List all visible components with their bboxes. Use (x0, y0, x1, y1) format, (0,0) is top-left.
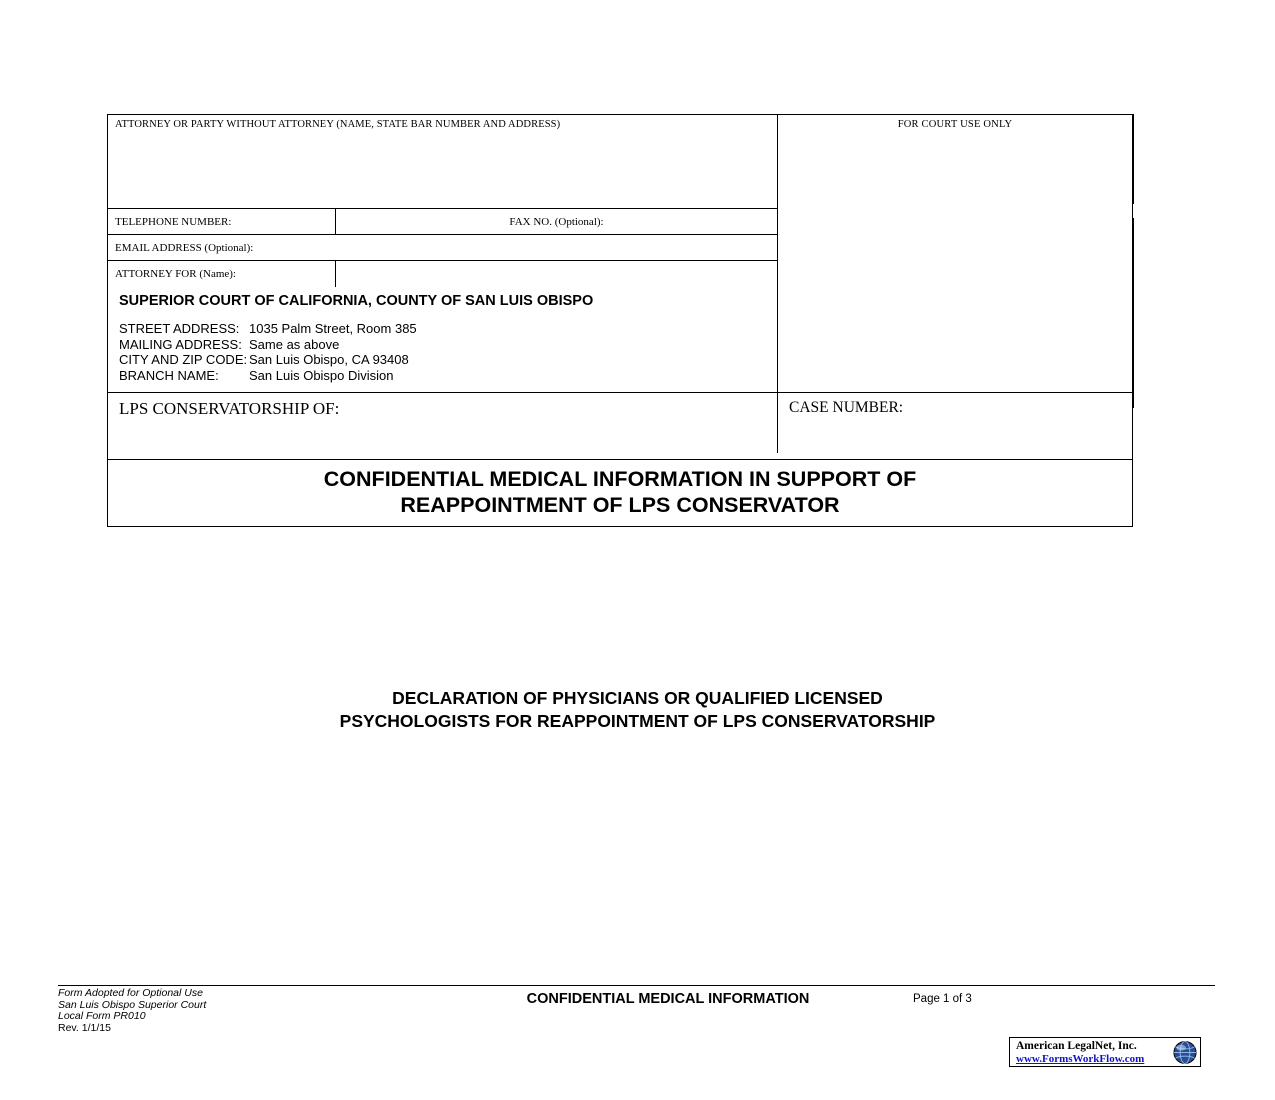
form-title-line-2: REAPPOINTMENT OF LPS CONSERVATOR (400, 493, 840, 517)
court-name: SUPERIOR COURT OF CALIFORNIA, COUNTY OF SAN LUIS OBISPO (119, 293, 594, 309)
declaration-heading-line-1: DECLARATION OF PHYSICIANS OR QUALIFIED LICENSED (392, 688, 883, 708)
page-edge-mark (1133, 114, 1134, 204)
globe-icon (1172, 1040, 1198, 1065)
footer-adopted-line: Form Adopted for Optional Use (58, 987, 203, 999)
fax-field[interactable] (336, 209, 777, 235)
case-number-label: CASE NUMBER: (789, 399, 904, 416)
stamp-company: American LegalNet, Inc. (1016, 1040, 1137, 1052)
page-footer (58, 988, 1218, 1038)
address-value: 1035 Palm Street, Room 385 (249, 321, 417, 336)
address-line (119, 321, 777, 337)
conservatorship-of-field[interactable] (108, 393, 778, 453)
caption-left-column (108, 115, 778, 392)
footer-form-info (58, 988, 206, 1034)
footer-form-number: Local Form PR010 (58, 1010, 146, 1022)
address-line (119, 368, 777, 384)
email-row (108, 234, 777, 260)
caption-top-row (108, 115, 1132, 392)
declaration-heading (0, 687, 1275, 733)
email-label: EMAIL ADDRESS (Optional): (115, 241, 254, 254)
footer-court-line: San Luis Obispo Superior Court (58, 998, 207, 1011)
form-title (108, 459, 1132, 526)
footer-revision: Rev. 1/1/15 (58, 1021, 111, 1034)
address-key: MAILING ADDRESS: (119, 336, 242, 352)
attorney-block-fill-area[interactable] (108, 130, 777, 208)
address-key: CITY AND ZIP CODE: (119, 352, 248, 367)
stamp-text (1016, 1040, 1144, 1066)
address-line (119, 352, 777, 368)
footer-divider (58, 985, 1215, 986)
telephone-field[interactable] (108, 209, 336, 235)
attorney-block-label: ATTORNEY OR PARTY WITHOUT ATTORNEY (NAME, STATE BAR NUMBER AND ADDRESS) (115, 119, 561, 130)
declaration-heading-line-2: PSYCHOLOGISTS FOR REAPPOINTMENT OF LPS CONSERVATORSHIP (339, 711, 936, 731)
address-value: Same as above (249, 336, 340, 352)
telephone-fax-row (108, 208, 777, 234)
attorney-for-field[interactable] (108, 261, 336, 287)
stamp-url[interactable]: www.FormsWorkFlow.com (1016, 1053, 1145, 1065)
court-use-column (778, 115, 1132, 392)
american-legalnet-stamp (1009, 1037, 1201, 1067)
attorney-for-value[interactable] (336, 261, 777, 287)
for-court-use-only-label: FOR COURT USE ONLY (897, 119, 1013, 130)
fax-label: FAX NO. (Optional): (509, 215, 604, 228)
conservatorship-of-label: LPS CONSERVATORSHIP OF: (119, 399, 340, 418)
telephone-label: TELEPHONE NUMBER: (115, 215, 232, 228)
conservatorship-case-row (108, 392, 1132, 459)
address-line (119, 337, 777, 353)
address-key: STREET ADDRESS: (119, 321, 240, 336)
court-address-block (108, 309, 777, 392)
address-key: BRANCH NAME: (119, 367, 219, 383)
form-title-line-1: CONFIDENTIAL MEDICAL INFORMATION IN SUPPORT OF (323, 467, 917, 491)
address-value: San Luis Obispo, CA 93408 (249, 352, 409, 367)
caption-box (107, 114, 1133, 527)
footer-title: CONFIDENTIAL MEDICAL INFORMATION (526, 991, 810, 1007)
footer-page-number: Page 1 of 3 (913, 993, 972, 1005)
case-number-field[interactable] (778, 393, 1132, 459)
attorney-for-label: ATTORNEY FOR (Name): (115, 267, 236, 280)
address-value: San Luis Obispo Division (249, 367, 394, 383)
page-edge-mark (1133, 218, 1134, 408)
email-field[interactable] (108, 235, 777, 261)
attorney-for-row (108, 260, 777, 286)
